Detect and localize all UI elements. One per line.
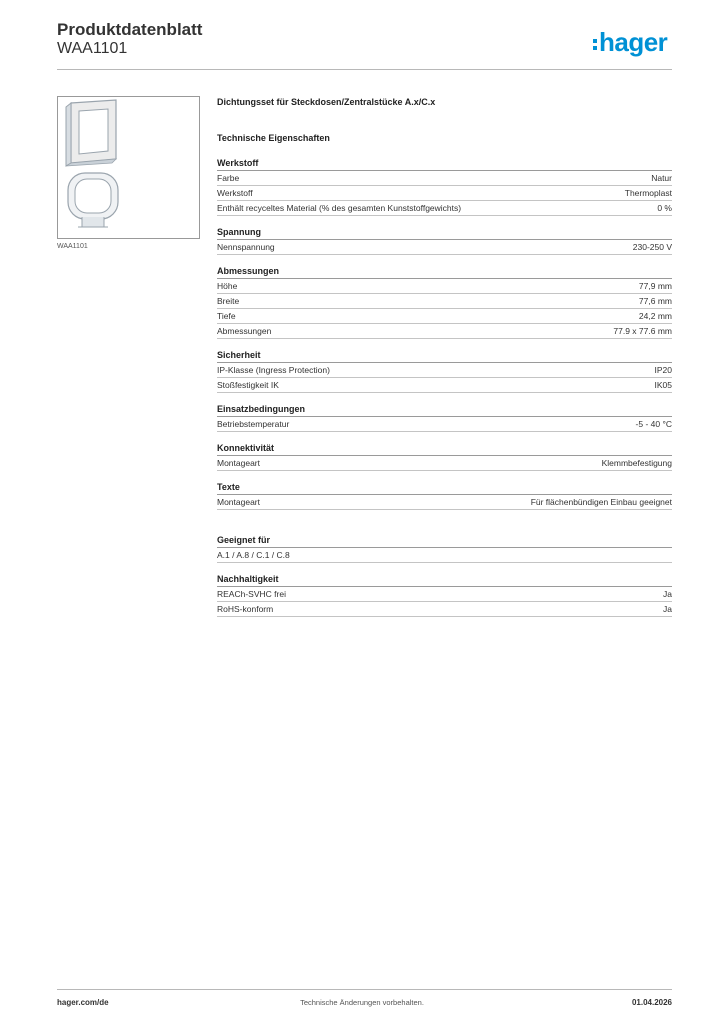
spec-value: Für flächenbündigen Einbau geeignet bbox=[530, 497, 672, 507]
spec-label: Montageart bbox=[217, 458, 260, 468]
spec-value: 77,6 mm bbox=[638, 296, 672, 306]
section-sicherheit bbox=[217, 349, 672, 393]
spec-value: IP20 bbox=[654, 365, 672, 375]
spec-label: Stoßfestigkeit IK bbox=[217, 380, 279, 390]
tech-heading: Technische Eigenschaften bbox=[217, 133, 330, 143]
spec-row bbox=[217, 171, 672, 186]
spec-label: Breite bbox=[217, 296, 240, 306]
section-konnektivitaet bbox=[217, 442, 672, 471]
footer-notice: Technische Änderungen vorbehalten. bbox=[300, 998, 424, 1007]
section-heading: Sicherheit bbox=[217, 349, 672, 363]
spec-label: REACh-SVHC frei bbox=[217, 589, 286, 599]
spec-row bbox=[217, 201, 672, 216]
section-heading: Konnektivität bbox=[217, 442, 672, 456]
spec-value: -5 - 40 °C bbox=[635, 419, 672, 429]
spec-label: Betriebstemperatur bbox=[217, 419, 290, 429]
section-geeignet-fuer bbox=[217, 534, 672, 563]
section-spacer bbox=[217, 520, 672, 534]
section-heading: Spannung bbox=[217, 226, 672, 240]
spec-row bbox=[217, 587, 672, 602]
footer-website: hager.com/de bbox=[57, 998, 109, 1007]
spec-row bbox=[217, 417, 672, 432]
spec-row bbox=[217, 294, 672, 309]
spec-label: Montageart bbox=[217, 497, 260, 507]
spec-row bbox=[217, 378, 672, 393]
spec-value: Klemmbefestigung bbox=[601, 458, 672, 468]
spec-label: Tiefe bbox=[217, 311, 236, 321]
spec-label: Enthält recyceltes Material (% des gesamten Kunststoffgewichts) bbox=[217, 203, 462, 213]
spec-label: Nennspannung bbox=[217, 242, 275, 252]
image-caption: WAA1101 bbox=[57, 243, 88, 250]
spec-value: 77.9 x 77.6 mm bbox=[613, 326, 672, 336]
section-heading: Werkstoff bbox=[217, 157, 672, 171]
footer-date: 01.04.2026 bbox=[631, 998, 672, 1007]
spec-label: Höhe bbox=[217, 281, 238, 291]
spec-row bbox=[217, 495, 672, 510]
spec-label: IP-Klasse (Ingress Protection) bbox=[217, 365, 330, 375]
spec-content bbox=[217, 96, 672, 627]
spec-value: 0 % bbox=[657, 203, 672, 213]
spec-label: A.1 / A.8 / C.1 / C.8 bbox=[217, 550, 290, 560]
section-heading: Texte bbox=[217, 481, 672, 495]
product-image bbox=[57, 96, 200, 239]
section-heading: Abmessungen bbox=[217, 265, 672, 279]
section-nachhaltigkeit bbox=[217, 573, 672, 617]
spec-value: Ja bbox=[663, 604, 672, 614]
spec-row bbox=[217, 324, 672, 339]
spec-value: 24,2 mm bbox=[638, 311, 672, 321]
section-heading: Nachhaltigkeit bbox=[217, 573, 672, 587]
spec-value: IK05 bbox=[654, 380, 672, 390]
spec-row bbox=[217, 363, 672, 378]
logo-text: hager bbox=[599, 27, 668, 57]
spec-value: 77,9 mm bbox=[638, 281, 672, 291]
spec-row bbox=[217, 309, 672, 324]
section-werkstoff bbox=[217, 157, 672, 216]
section-abmessungen bbox=[217, 265, 672, 339]
section-einsatzbedingungen bbox=[217, 403, 672, 432]
footer-divider bbox=[57, 989, 672, 990]
section-texte bbox=[217, 481, 672, 510]
section-heading: Einsatzbedingungen bbox=[217, 403, 672, 417]
spec-row bbox=[217, 602, 672, 617]
spec-row bbox=[217, 456, 672, 471]
spec-row bbox=[217, 279, 672, 294]
spec-row bbox=[217, 548, 672, 563]
product-description: Dichtungsset für Steckdosen/Zentralstücke A.x/C.x bbox=[217, 97, 436, 107]
spec-value: 230-250 V bbox=[632, 242, 672, 252]
spec-value: Ja bbox=[663, 589, 672, 599]
spec-label: Abmessungen bbox=[217, 326, 272, 336]
spec-row bbox=[217, 240, 672, 255]
section-heading: Geeignet für bbox=[217, 534, 672, 548]
spec-value: Natur bbox=[651, 173, 672, 183]
product-illustration-icon bbox=[58, 97, 199, 238]
article-number: WAA1101 bbox=[57, 40, 128, 57]
page-title: Produktdatenblatt bbox=[57, 20, 203, 39]
logo-dots-icon bbox=[593, 39, 597, 50]
spec-label: RoHS-konform bbox=[217, 604, 274, 614]
spec-row bbox=[217, 186, 672, 201]
spec-label: Farbe bbox=[217, 173, 240, 183]
hager-logo bbox=[593, 26, 667, 58]
section-spannung bbox=[217, 226, 672, 255]
spec-value: Thermoplast bbox=[624, 188, 672, 198]
header-divider bbox=[57, 69, 672, 70]
spec-label: Werkstoff bbox=[217, 188, 253, 198]
